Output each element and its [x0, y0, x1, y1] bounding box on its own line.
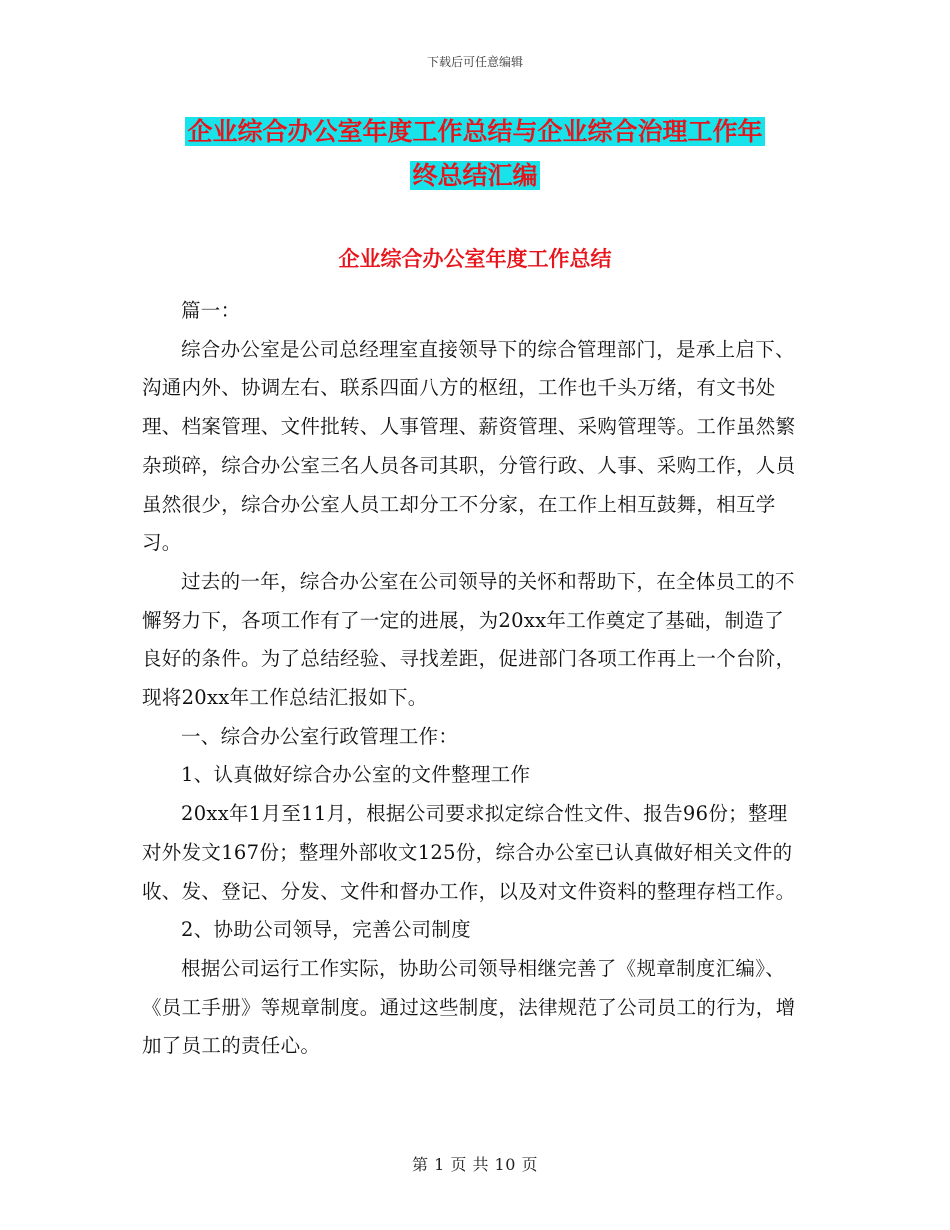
subsection-heading: 一、综合办公室行政管理工作： — [181, 724, 459, 748]
title-line-2: 终总结汇编 — [412, 161, 538, 190]
paragraph: 根据公司运行工作实际，协助公司领导相继完善了《规章制度汇编》、《员工手册》等规章制度。通过这些制度，法律规范了公司员工的行为，增加了员工的责任心。 — [142, 956, 796, 1058]
title-line-1: 企业综合办公室年度工作总结与企业综合治理工作年 — [187, 117, 763, 146]
document-title — [140, 110, 810, 198]
paragraph: 20xx年1月至11月，根据公司要求拟定综合性文件、报告96份；整理对外发文167份；整理外部收文125份，综合办公室已认真做好相关文件的收、发、登记、分发、文件和督办工作，以及对文件资料的整理存档工作。 — [142, 802, 796, 903]
header-note: 下载后可任意编辑 — [426, 55, 523, 69]
section-title: 企业综合办公室年度工作总结 — [338, 246, 612, 271]
document-body — [142, 292, 797, 1066]
paragraph: 过去的一年，综合办公室在公司领导的关怀和帮助下，在全体员工的不懈努力下，各项工作有了一定的进展，为20xx年工作奠定了基础，制造了良好的条件。为了总结经验、寻找差距，促进部门各项工作再上一个台阶，现将20xx年工作总结汇报如下。 — [142, 569, 796, 710]
page-footer: 第 1 页 共 10 页 — [412, 1155, 538, 1174]
item-heading: 2、协助公司领导，完善公司制度 — [181, 918, 471, 942]
paragraph: 综合办公室是公司总经理室直接领导下的综合管理部门，是承上启下、沟通内外、协调左右、联系四面八方的枢纽，工作也千头万绪，有文书处理、档案管理、文件批转、人事管理、薪资管理、采购管理等。工作虽然繁杂琐碎，综合办公室三名人员各司其职，分管行政、人事、采购工作，人员虽然很少，综合办公室人员工却分工不分家，在工作上相互鼓舞，相互学习。 — [142, 337, 796, 555]
paragraph-label: 篇一： — [181, 299, 241, 322]
item-heading: 1、认真做好综合办公室的文件整理工作 — [181, 763, 531, 787]
